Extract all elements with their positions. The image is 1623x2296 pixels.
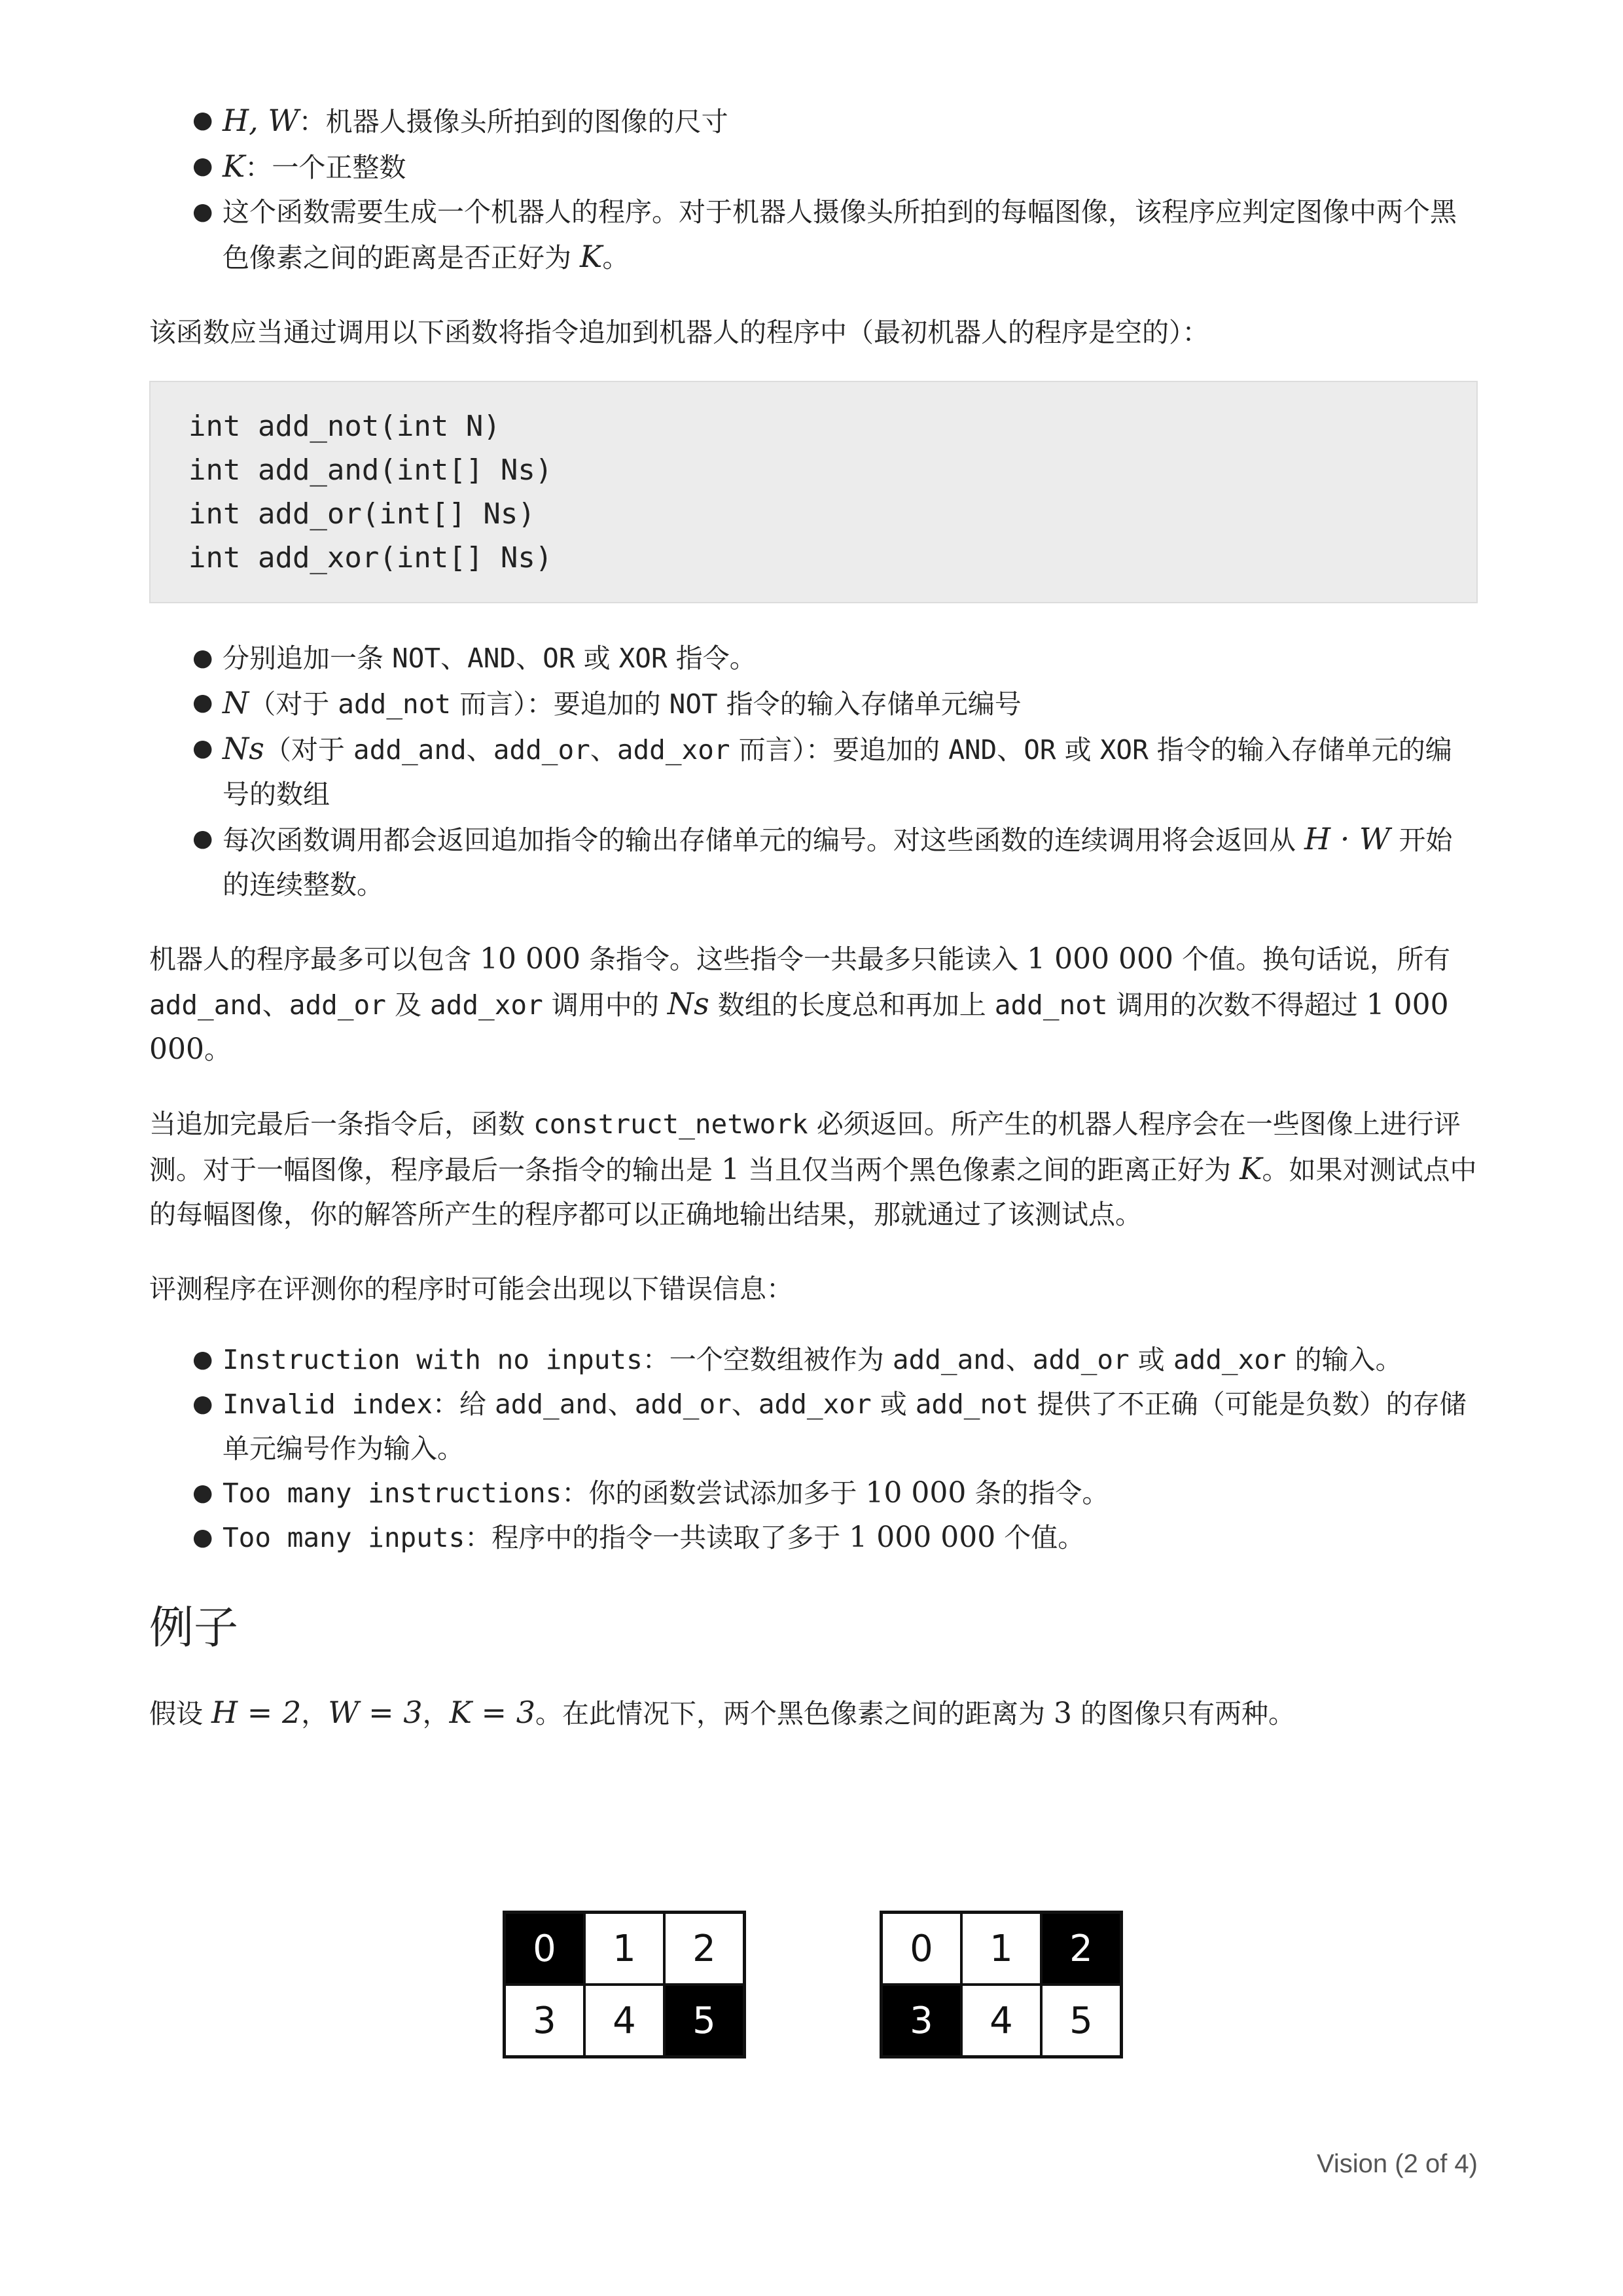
math-w: W = 3 xyxy=(328,1695,423,1730)
error-no-inputs xyxy=(149,1337,1478,1382)
code-add-not: add_not xyxy=(338,688,452,720)
text: 指令的输入存储单元编号 xyxy=(717,688,1022,720)
text: 或 xyxy=(575,643,619,674)
pixel-cell: 2 xyxy=(1041,1913,1121,1985)
text: ：给 xyxy=(432,1388,495,1420)
bullet-dot-icon: ● xyxy=(192,645,213,671)
text: ：你的函数尝试添加多于 xyxy=(562,1477,866,1509)
bullet-dot-icon: ● xyxy=(192,735,213,762)
math-k: K xyxy=(223,149,245,184)
bullet-dot-icon: ● xyxy=(192,1479,213,1506)
top-bullet-list xyxy=(149,98,1478,280)
return-paragraph xyxy=(149,1102,1478,1237)
bullet-dot-icon: ● xyxy=(192,1390,213,1417)
pixel-cell: 3 xyxy=(505,1985,584,2057)
text: （对于 xyxy=(249,688,338,720)
pixel-cell: 3 xyxy=(882,1985,961,2057)
function-bullet-list xyxy=(149,636,1478,907)
code-add-or: add_or xyxy=(1032,1344,1130,1375)
text: 。如果对测试点中的每幅图像，你的解答所产生的程序都可以正确地输出结果，那就通过了该测试点。 xyxy=(149,1154,1477,1230)
text: 、 xyxy=(440,643,468,674)
code-add-or: add_or xyxy=(289,989,386,1021)
text: 而言）：要追加的 xyxy=(451,688,669,720)
code-add-and: add_and xyxy=(892,1344,1006,1375)
text: （对于 xyxy=(264,734,353,766)
text: 调用中的 xyxy=(543,989,668,1021)
example-paragraph xyxy=(149,1690,1478,1736)
bullet-dot-icon: ● xyxy=(192,689,213,716)
number: 1 000 000 xyxy=(149,988,1449,1066)
text: 提供了不正确（可能是负数）的存储单元编号作为输入。 xyxy=(223,1388,1467,1464)
code-line: int add_xor(int[] Ns) xyxy=(188,541,553,574)
error-code: Too many instructions xyxy=(223,1477,562,1509)
bullet-text: ：一个正整数 xyxy=(245,152,406,183)
code-block xyxy=(149,381,1478,603)
code-add-or: add_or xyxy=(493,734,590,766)
bullet-hw xyxy=(149,98,1478,144)
math-k: K = 3 xyxy=(449,1695,535,1730)
math-n: N xyxy=(223,685,249,720)
text: 数组的长度总和再加上 xyxy=(709,989,995,1021)
bullet-text: ：机器人摄像头所拍到的图像的尺寸 xyxy=(298,106,728,137)
code-add-xor: add_xor xyxy=(1173,1344,1287,1375)
page-footer: Vision (2 of 4) xyxy=(1316,2149,1478,2178)
text: 个值。 xyxy=(995,1522,1085,1553)
text: 条指令。这些指令一共最多只能读入 xyxy=(580,944,1027,975)
text: 的图像只有两种。 xyxy=(1072,1698,1296,1729)
error-code: Too many inputs xyxy=(223,1522,465,1553)
code-line: int add_not(int N) xyxy=(188,410,501,443)
code-add-or: add_or xyxy=(634,1388,732,1420)
error-code: Instruction with no inputs xyxy=(223,1344,643,1375)
text: 或 xyxy=(1056,734,1100,766)
bullet-k xyxy=(149,144,1478,190)
code-or: OR xyxy=(1024,734,1056,766)
pixel-cell: 2 xyxy=(664,1913,744,1985)
number: 1 xyxy=(721,1153,740,1186)
text: 而言）：要追加的 xyxy=(730,734,949,766)
error-too-many-instructions xyxy=(149,1471,1478,1515)
text: 、 xyxy=(607,1388,635,1420)
text: 、 xyxy=(1005,1344,1033,1375)
bullet-dot-icon: ● xyxy=(192,1524,213,1551)
text: ， xyxy=(422,1698,450,1729)
code-add-xor: add_xor xyxy=(616,734,730,766)
bullet-append xyxy=(149,636,1478,680)
text: 或 xyxy=(1129,1344,1173,1375)
bullet-text: 这个函数需要生成一个机器人的程序。对于机器人摄像头所拍到的每幅图像，该程序应判定图像中两个黑色像素之间的距离是否正好为 xyxy=(223,196,1457,274)
math-hw: H, W xyxy=(223,103,299,138)
pixel-cell: 1 xyxy=(961,1913,1041,1985)
text: 指令的输入存储单元的编号的数组 xyxy=(223,734,1452,810)
bullet-n xyxy=(149,680,1478,726)
code-or: OR xyxy=(543,643,575,674)
number: 1 000 000 xyxy=(849,1521,996,1554)
code-line: int add_or(int[] Ns) xyxy=(188,497,535,531)
text: 调用的次数不得超过 xyxy=(1107,989,1366,1021)
text: 、 xyxy=(516,643,543,674)
error-code: Invalid index xyxy=(223,1388,433,1420)
pixel-cell: 5 xyxy=(664,1985,744,2057)
bullet-program xyxy=(149,190,1478,280)
code-add-not: add_not xyxy=(994,989,1108,1021)
text: 。在此情况下，两个黑色像素之间的距离为 xyxy=(535,1698,1054,1729)
text: 开始的连续整数。 xyxy=(223,824,1453,900)
text: 假设 xyxy=(149,1698,212,1729)
code-construct-network: construct_network xyxy=(533,1108,808,1140)
code-line: int add_and(int[] Ns) xyxy=(188,453,553,487)
text: 机器人的程序最多可以包含 xyxy=(149,944,480,975)
text: 每次函数调用都会返回追加指令的输出存储单元的编号。对这些函数的连续调用将会返回从 xyxy=(223,824,1305,856)
pixel-cell: 4 xyxy=(584,1985,664,2057)
text: 分别追加一条 xyxy=(223,643,393,674)
math-ns: Ns xyxy=(223,731,264,766)
text: ， xyxy=(301,1698,329,1729)
bullet-dot-icon: ● xyxy=(192,198,213,225)
error-invalid-index xyxy=(149,1382,1478,1471)
text: ：一个空数组被作为 xyxy=(642,1344,893,1375)
math-ns: Ns xyxy=(667,986,709,1021)
code-not: NOT xyxy=(392,643,441,674)
errors-intro-paragraph: 评测程序在评测你的程序时可能会出现以下错误信息： xyxy=(149,1273,793,1305)
error-too-many-inputs xyxy=(149,1515,1478,1560)
math-k: K xyxy=(580,239,603,274)
code-not: NOT xyxy=(669,688,718,720)
pixel-cell: 4 xyxy=(961,1985,1041,2057)
text: 、 xyxy=(590,734,617,766)
text: 、 xyxy=(731,1388,758,1420)
code-xor: XOR xyxy=(618,643,668,674)
bullet-dot-icon: ● xyxy=(192,107,213,133)
text: 的输入。 xyxy=(1286,1344,1402,1375)
text: 。 xyxy=(204,1034,231,1065)
text: 、 xyxy=(997,734,1024,766)
code-add-not: add_not xyxy=(915,1388,1029,1420)
math-k: K xyxy=(1240,1151,1262,1186)
example-grid-1 xyxy=(503,1911,746,2058)
text: 、 xyxy=(262,989,289,1021)
text: 或 xyxy=(871,1388,916,1420)
text: 、 xyxy=(466,734,493,766)
intro-paragraph: 该函数应当通过调用以下函数将指令追加到机器人的程序中（最初机器人的程序是空的）： xyxy=(149,317,1209,348)
code-add-and: add_and xyxy=(494,1388,608,1420)
math-hw-product: H · W xyxy=(1304,821,1391,857)
text: 必须返回。所产生的机器人程序会在一些图像上进行评测。对于一幅图像，程序最后一条指令的输出是 xyxy=(149,1108,1461,1186)
bullet-text: 。 xyxy=(602,242,630,274)
number: 10 000 xyxy=(865,1476,967,1510)
limits-paragraph xyxy=(149,937,1478,1072)
bullet-dot-icon: ● xyxy=(192,825,213,852)
pixel-cell: 1 xyxy=(584,1913,664,1985)
section-title-example: 例子 xyxy=(149,1602,239,1654)
number: 3 xyxy=(1054,1697,1073,1730)
bullet-dot-icon: ● xyxy=(192,152,213,179)
text: 及 xyxy=(385,989,430,1021)
pixel-cell: 0 xyxy=(505,1913,584,1985)
code-and: AND xyxy=(948,734,997,766)
text: ：程序中的指令一共读取了多于 xyxy=(465,1522,849,1553)
bullet-return xyxy=(149,817,1478,907)
bullet-ns xyxy=(149,726,1478,817)
text: 条的指令。 xyxy=(966,1477,1109,1509)
code-add-and: add_and xyxy=(353,734,467,766)
math-h: H = 2 xyxy=(211,1695,302,1730)
code-xor: XOR xyxy=(1099,734,1149,766)
bullet-dot-icon: ● xyxy=(192,1346,213,1373)
text: 指令。 xyxy=(667,643,757,674)
number: 10 000 xyxy=(480,942,581,976)
example-grid-2 xyxy=(880,1911,1123,2058)
text: 个值。换句话说，所有 xyxy=(1173,944,1451,975)
code-add-xor: add_xor xyxy=(758,1388,872,1420)
document-page xyxy=(149,98,1478,1736)
pixel-cell: 5 xyxy=(1041,1985,1121,2057)
text: 当追加完最后一条指令后，函数 xyxy=(149,1108,534,1140)
error-bullet-list xyxy=(149,1337,1478,1560)
number: 1 000 000 xyxy=(1027,942,1174,976)
text: 当且仅当两个黑色像素之间的距离正好为 xyxy=(740,1154,1240,1186)
code-add-and: add_and xyxy=(149,989,262,1021)
code-and: AND xyxy=(467,643,516,674)
pixel-cell: 0 xyxy=(882,1913,961,1985)
code-add-xor: add_xor xyxy=(429,989,543,1021)
